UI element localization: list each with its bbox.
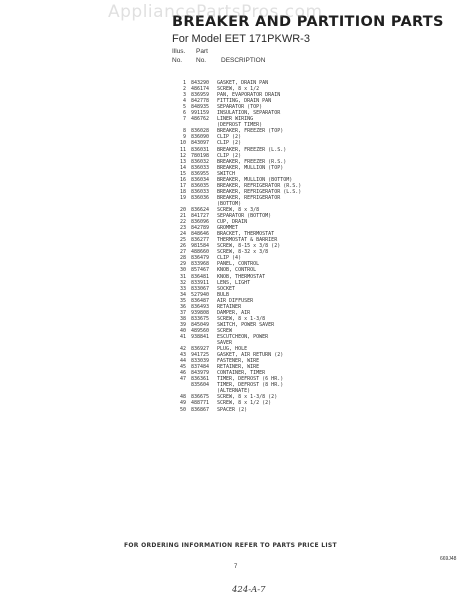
part-description: SWITCH, POWER SAVER [217, 321, 275, 328]
part-illus-number: 46 [179, 370, 186, 377]
parts-list [172, 80, 402, 413]
part-description: SCREW, 8 x 3/8 [217, 206, 260, 213]
part-illus-number: 36 [179, 303, 186, 310]
part-number: 836959 [191, 92, 210, 99]
part-description: GASKET, DRAIN PAN [217, 80, 269, 86]
part-number: 833067 [191, 285, 210, 292]
part-illus-number: 20 [179, 206, 186, 213]
part-illus-number: 5 [182, 104, 186, 111]
part-illus-number: 9 [182, 134, 186, 141]
part-description: BREAKER, FREEZER (L.S.) [217, 146, 287, 153]
part-number: 938841 [191, 333, 210, 340]
part-description: BREAKER, REFRIGERATOR [217, 194, 281, 201]
part-description: BREAKER, FREEZER (TOP) [217, 128, 284, 135]
part-number: 836955 [191, 170, 210, 177]
part-illus-number: 13 [179, 158, 186, 165]
part-description: FASTENER, WIRE [217, 358, 260, 365]
part-illus-number: 27 [179, 249, 186, 256]
part-illus-number: 29 [179, 261, 186, 268]
part-illus-number: 21 [179, 213, 186, 220]
part-illus-number: 49 [179, 400, 186, 407]
part-description: GROMMET [217, 225, 239, 232]
part-number: 833911 [191, 279, 210, 286]
part-illus-number: 39 [179, 321, 186, 328]
part-illus-number: 31 [179, 273, 186, 280]
part-description: CLIP (2) [217, 152, 242, 159]
part-illus-number: 25 [179, 237, 186, 244]
part-illus-number: 41 [179, 333, 186, 340]
part-description: SCREW, 8 x 1/2 [217, 86, 260, 93]
part-illus-number: 40 [179, 327, 186, 334]
part-illus-number: 2 [182, 86, 186, 93]
part-description: (ALTERNATE) [217, 388, 251, 395]
part-description: SEPARATOR (TOP) [217, 104, 263, 111]
part-description: (BOTTOM) [217, 200, 242, 207]
part-description: ESCUTCHEON, POWER [217, 333, 269, 340]
part-number: 836090 [191, 134, 210, 141]
part-description: SAVER [217, 340, 233, 347]
part-number: 836096 [191, 219, 210, 226]
watermark: AppliancePartsPros.com [108, 2, 323, 22]
part-description: CLIP (2) [217, 134, 242, 141]
part-number: 836867 [191, 406, 210, 413]
part-description: FITTING, DRAIN PAN [217, 98, 272, 105]
part-illus-number: 32 [179, 279, 186, 286]
part-number: 833675 [191, 315, 210, 322]
part-number: 836032 [191, 158, 210, 165]
part-number: 833039 [191, 358, 210, 365]
part-description: CUP, DRAIN [217, 219, 248, 226]
part-illus-number: 50 [179, 406, 186, 413]
part-description: PAN, EVAPORATOR DRAIN [217, 92, 281, 99]
part-number: 486762 [191, 116, 210, 123]
header-part: Part [196, 48, 208, 55]
part-number: 843290 [191, 80, 210, 86]
part-number: 836487 [191, 297, 210, 304]
part-illus-number: 30 [179, 267, 186, 274]
ordering-info-footer: FOR ORDERING INFORMATION REFER TO PARTS PRICE LIST [124, 542, 337, 549]
part-illus-number: 15 [179, 170, 186, 177]
part-illus-number: 19 [179, 194, 186, 201]
part-number: 527940 [191, 291, 210, 298]
document-code: 669J48 [440, 556, 457, 562]
part-illus-number: 33 [179, 285, 186, 292]
part-description: SCREW [217, 327, 233, 334]
part-description: DAMPER, AIR [217, 309, 251, 316]
part-number: 836031 [191, 146, 210, 153]
part-number: 486174 [191, 86, 210, 93]
part-description: BREAKER, FREEZER (R.S.) [217, 158, 287, 165]
part-illus-number: 11 [179, 146, 186, 153]
part-illus-number: 12 [179, 152, 186, 159]
part-description: SCREW, 8 x 1-3/8 (2) [217, 394, 278, 401]
part-description: AIR DIFFUSER [217, 297, 254, 304]
part-illus-number: 23 [179, 225, 186, 232]
part-number: 836675 [191, 394, 210, 401]
part-description: TIMER, DEFROST (6 HR.) [217, 376, 284, 383]
part-description: BREAKER, MULLION (TOP) [217, 164, 284, 171]
part-description: SCREW, 8-32 x 3/8 [217, 249, 269, 256]
part-description: SPACER (2) [217, 406, 248, 413]
part-number: 488771 [191, 400, 210, 407]
part-illus-number: 42 [179, 346, 186, 353]
part-description: INSULATION, SEPARATOR [217, 110, 281, 117]
part-description: GASKET, AIR RETURN (2) [217, 352, 284, 359]
part-number: 991159 [191, 110, 210, 117]
part-number: 981584 [191, 243, 210, 250]
part-illus-number: 38 [179, 315, 186, 322]
model-subtitle: For Model EET 171PKWR-3 [172, 33, 310, 45]
part-description: BULB [217, 291, 230, 298]
part-number: 836033 [191, 164, 210, 171]
part-illus-number: 17 [179, 182, 186, 189]
part-description: SEPARATOR (BOTTOM) [217, 213, 272, 220]
part-number: 848935 [191, 104, 210, 111]
part-description: LENS, LIGHT [217, 279, 251, 286]
header-no: No. [172, 57, 183, 64]
part-description: SWITCH [217, 170, 236, 177]
part-description: BRACKET, THERMOSTAT [217, 231, 275, 238]
part-number: 836481 [191, 273, 210, 280]
header-part-no: No. [196, 57, 207, 64]
part-number: 836034 [191, 176, 210, 183]
part-description: PLUG, HOLE [217, 346, 248, 353]
part-illus-number: 4 [182, 98, 186, 105]
part-description: CLIP (4) [217, 255, 242, 262]
part-number: 836277 [191, 237, 210, 244]
part-number: 843097 [191, 140, 210, 147]
part-number: 941725 [191, 352, 210, 359]
part-number: 488660 [191, 249, 210, 256]
part-number: 837484 [191, 364, 210, 371]
header-description: DESCRIPTION [221, 57, 266, 64]
part-number: 836033 [191, 188, 210, 195]
part-illus-number: 7 [182, 116, 186, 123]
part-description: LINER WIRING [217, 116, 254, 123]
part-description: BREAKER, REFRIGERATOR (L.S.) [217, 188, 302, 195]
part-description: THERMOSTAT & BARRIER [217, 237, 278, 244]
parts-row [172, 407, 402, 413]
part-description: SOCKET [217, 285, 236, 292]
page-number: 7 [234, 564, 238, 570]
part-illus-number: 35 [179, 297, 186, 304]
part-description: BREAKER, REFRIGERATOR (R.S.) [217, 182, 302, 189]
header-illus: Illus. [172, 48, 186, 55]
part-number: 836035 [191, 182, 210, 189]
part-number: 835604 [191, 382, 210, 389]
handwritten-note: 424-A-7 [232, 585, 266, 595]
part-number: 836624 [191, 206, 210, 213]
part-number: 939808 [191, 309, 210, 316]
part-illus-number: 22 [179, 219, 186, 226]
page-title: BREAKER AND PARTITION PARTS [172, 14, 444, 30]
part-number: 842789 [191, 225, 210, 232]
part-number: 836361 [191, 376, 210, 383]
part-description: (DEFROST TIMER) [217, 122, 263, 129]
part-number: 836927 [191, 346, 210, 353]
part-illus-number: 45 [179, 364, 186, 371]
part-description: RETAINER, WIRE [217, 364, 260, 371]
part-description: SCREW, 8 x 1-3/8 [217, 315, 266, 322]
part-illus-number: 24 [179, 231, 186, 238]
part-description: PANEL, CONTROL [217, 261, 260, 268]
part-number: 836028 [191, 128, 210, 135]
part-description: TIMER, DEFROST (8 HR.) [217, 382, 284, 389]
part-description: CLIP (2) [217, 140, 242, 147]
part-number: 857467 [191, 267, 210, 274]
part-illus-number: 44 [179, 358, 186, 365]
part-illus-number: 3 [182, 92, 186, 99]
part-illus-number: 6 [182, 110, 186, 117]
part-illus-number: 28 [179, 255, 186, 262]
part-number: 836036 [191, 194, 210, 201]
part-number: 836479 [191, 255, 210, 262]
part-illus-number: 1 [182, 80, 186, 86]
part-number: 842778 [191, 98, 210, 105]
part-description: SCREW, 8 x 1/2 (2) [217, 400, 272, 407]
part-description: SCREW, 8-15 x 3/8 (2) [217, 243, 281, 250]
part-illus-number: 37 [179, 309, 186, 316]
part-number: 833968 [191, 261, 210, 268]
part-illus-number: 18 [179, 188, 186, 195]
part-illus-number: 43 [179, 352, 186, 359]
part-description: RETAINER [217, 303, 242, 310]
part-description: CONTAINER, TIMER [217, 370, 266, 377]
part-illus-number: 16 [179, 176, 186, 183]
part-number: 845049 [191, 321, 210, 328]
part-illus-number: 10 [179, 140, 186, 147]
part-illus-number: 47 [179, 376, 186, 383]
part-illus-number: 48 [179, 394, 186, 401]
part-illus-number: 26 [179, 243, 186, 250]
part-number: 848646 [191, 231, 210, 238]
part-description: KNOB, CONTROL [217, 267, 257, 274]
part-number: 843979 [191, 370, 210, 377]
part-number: 780198 [191, 152, 210, 159]
part-number: 836493 [191, 303, 210, 310]
part-illus-number: 14 [179, 164, 186, 171]
part-number: 841727 [191, 213, 210, 220]
part-description: KNOB, THERMOSTAT [217, 273, 266, 280]
part-illus-number: 8 [182, 128, 186, 135]
part-illus-number: 34 [179, 291, 186, 298]
part-number: 489560 [191, 327, 210, 334]
part-description: BREAKER, MULLION (BOTTOM) [217, 176, 293, 183]
